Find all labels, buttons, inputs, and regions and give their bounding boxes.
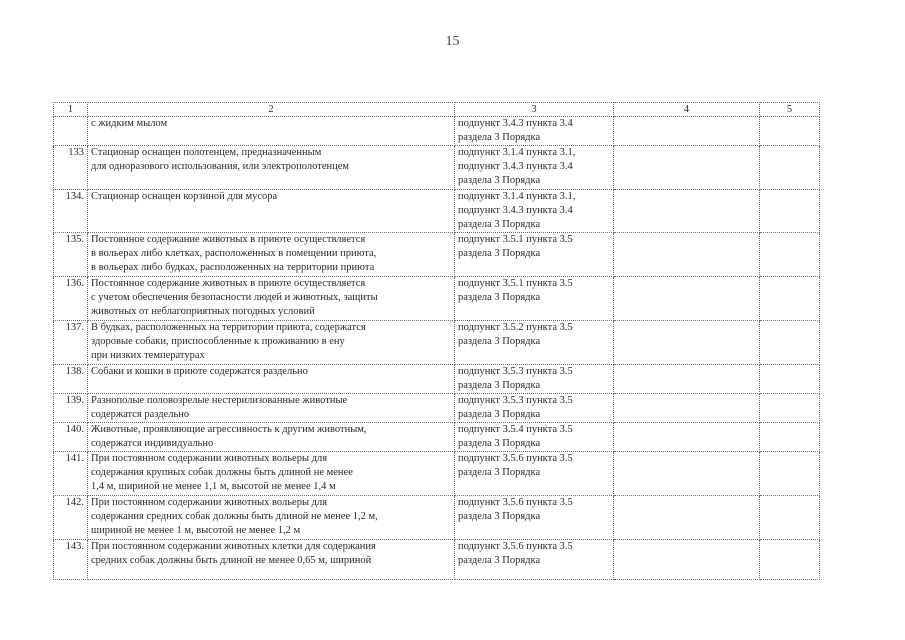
table-row	[54, 365, 820, 394]
reference-line: подпункт 3.5.6 пункта 3.5	[458, 541, 573, 552]
row-number: 140.	[54, 423, 88, 452]
requirement-line: животных от неблагоприятных погодных условий	[91, 306, 315, 317]
requirement-text	[88, 190, 455, 233]
reference-line: подпункт 3.5.6 пункта 3.5	[458, 453, 573, 464]
column-header: 2	[88, 103, 455, 117]
requirement-line: шириной не менее 1 м, высотой не менее 1,2 м	[91, 525, 301, 536]
requirement-text	[88, 277, 455, 321]
requirement-text	[88, 496, 455, 540]
requirement-text	[88, 233, 455, 277]
requirement-line: Постоянное содержание животных в приюте осуществляется	[91, 278, 366, 289]
requirement-text	[88, 423, 455, 452]
column-header: 5	[760, 103, 820, 117]
column-4-cell	[614, 394, 760, 423]
row-number: 134.	[54, 190, 88, 233]
reference-line: раздела 3 Порядка	[458, 132, 541, 143]
table-row	[54, 394, 820, 423]
row-number	[54, 117, 88, 146]
legal-reference	[455, 423, 614, 452]
requirement-line: Разнополые половозрелые нестерилизованные животные	[91, 395, 348, 406]
column-5-cell	[760, 190, 820, 233]
requirement-line: в вольерах либо клетках, расположенных в помещении приюта,	[91, 248, 377, 259]
reference-line: подпункт 3.5.3 пункта 3.5	[458, 366, 573, 377]
requirement-line: Стационар оснащен полотенцем, предназначенным	[91, 147, 322, 158]
reference-line: подпункт 3.5.6 пункта 3.5	[458, 497, 573, 508]
reference-line: раздела 3 Порядка	[458, 219, 541, 230]
legal-reference	[455, 540, 614, 580]
legal-reference	[455, 190, 614, 233]
reference-line: раздела 3 Порядка	[458, 555, 541, 566]
column-5-cell	[760, 233, 820, 277]
column-5-cell	[760, 146, 820, 190]
requirement-line: При постоянном содержании животных вольеры для	[91, 453, 328, 464]
requirement-text	[88, 146, 455, 190]
requirement-line: здоровые собаки, приспособленные к проживанию в ену	[91, 336, 345, 347]
column-4-cell	[614, 496, 760, 540]
requirement-line: При постоянном содержании животных клетки для содержания	[91, 541, 376, 552]
requirement-line: для одноразового использования, или электрополотенцем	[91, 161, 350, 172]
table-row	[54, 190, 820, 233]
reference-line: подпункт 3.5.4 пункта 3.5	[458, 424, 573, 435]
requirement-line: В будках, расположенных на территории приюта, содержатся	[91, 322, 366, 333]
table-header-row	[54, 103, 820, 117]
table-body	[54, 117, 820, 580]
requirement-line: содержания средних собак должны быть длиной не менее 1,2 м,	[91, 511, 378, 522]
table-row	[54, 277, 820, 321]
reference-line: подпункт 3.5.2 пункта 3.5	[458, 322, 573, 333]
column-4-cell	[614, 540, 760, 580]
requirement-line: при низких температурах	[91, 350, 205, 361]
table-row	[54, 233, 820, 277]
row-number: 133	[54, 146, 88, 190]
column-5-cell	[760, 452, 820, 496]
table-row	[54, 146, 820, 190]
inspection-table	[53, 102, 820, 580]
row-number: 139.	[54, 394, 88, 423]
page-number: 15	[445, 34, 460, 49]
requirement-line: содержатся индивидуально	[91, 438, 214, 449]
table-row	[54, 423, 820, 452]
row-number: 135.	[54, 233, 88, 277]
reference-line: подпункт 3.4.3 пункта 3.4	[458, 161, 573, 172]
column-4-cell	[614, 190, 760, 233]
row-number: 136.	[54, 277, 88, 321]
column-5-cell	[760, 394, 820, 423]
table-row	[54, 321, 820, 365]
column-5-cell	[760, 423, 820, 452]
requirement-line: с учетом обеспечения безопасности людей и животных, защиты	[91, 292, 378, 303]
column-5-cell	[760, 321, 820, 365]
legal-reference	[455, 321, 614, 365]
requirement-line: содержания крупных собак должны быть длиной не менее	[91, 467, 353, 478]
row-number: 143.	[54, 540, 88, 580]
requirement-text	[88, 540, 455, 580]
reference-line: подпункт 3.5.3 пункта 3.5	[458, 395, 573, 406]
reference-line: раздела 3 Порядка	[458, 438, 541, 449]
legal-reference	[455, 117, 614, 146]
requirement-line: Постоянное содержание животных в приюте осуществляется	[91, 234, 366, 245]
row-number: 138.	[54, 365, 88, 394]
reference-line: подпункт 3.4.3 пункта 3.4	[458, 205, 573, 216]
requirement-line: средних собак должны быть длиной не менее 0,65 м, шириной	[91, 555, 372, 566]
column-4-cell	[614, 365, 760, 394]
table-row	[54, 496, 820, 540]
column-5-cell	[760, 117, 820, 146]
reference-line: раздела 3 Порядка	[458, 336, 541, 347]
column-4-cell	[614, 452, 760, 496]
column-4-cell	[614, 233, 760, 277]
table-row	[54, 117, 820, 146]
row-number: 141.	[54, 452, 88, 496]
reference-line: раздела 3 Порядка	[458, 409, 541, 420]
requirement-line: с жидким мылом	[91, 118, 168, 129]
requirement-line: Стационар оснащен корзиной для мусора	[91, 191, 278, 202]
legal-reference	[455, 233, 614, 277]
reference-line: подпункт 3.4.3 пункта 3.4	[458, 118, 573, 129]
column-4-cell	[614, 277, 760, 321]
reference-line: подпункт 3.5.1 пункта 3.5	[458, 234, 573, 245]
column-4-cell	[614, 117, 760, 146]
requirement-text	[88, 452, 455, 496]
column-5-cell	[760, 365, 820, 394]
legal-reference	[455, 146, 614, 190]
column-header: 3	[455, 103, 614, 117]
legal-reference	[455, 394, 614, 423]
column-4-cell	[614, 146, 760, 190]
reference-line: подпункт 3.1.4 пункта 3.1,	[458, 191, 576, 202]
requirement-text	[88, 117, 455, 146]
reference-line: раздела 3 Порядка	[458, 248, 541, 259]
legal-reference	[455, 452, 614, 496]
requirement-line: При постоянном содержании животных вольеры для	[91, 497, 328, 508]
legal-reference	[455, 277, 614, 321]
column-5-cell	[760, 277, 820, 321]
requirement-line: Собаки и кошки в приюте содержатся раздельно	[91, 366, 308, 377]
legal-reference	[455, 496, 614, 540]
reference-line: раздела 3 Порядка	[458, 511, 541, 522]
row-number: 142.	[54, 496, 88, 540]
column-header: 1	[54, 103, 88, 117]
legal-reference	[455, 365, 614, 394]
reference-line: раздела 3 Порядка	[458, 175, 541, 186]
reference-line: раздела 3 Порядка	[458, 467, 541, 478]
reference-line: раздела 3 Порядка	[458, 292, 541, 303]
requirement-line: в вольерах либо будках, расположенных на территории приюта	[91, 262, 375, 273]
requirement-text	[88, 321, 455, 365]
reference-line: раздела 3 Порядка	[458, 380, 541, 391]
column-4-cell	[614, 321, 760, 365]
requirement-line: 1,4 м, шириной не менее 1,1 м, высотой не менее 1,4 м	[91, 481, 336, 492]
reference-line: подпункт 3.5.1 пункта 3.5	[458, 278, 573, 289]
requirement-line: Животные, проявляющие агрессивность к другим животным,	[91, 424, 367, 435]
column-4-cell	[614, 423, 760, 452]
requirement-text	[88, 394, 455, 423]
row-number: 137.	[54, 321, 88, 365]
column-5-cell	[760, 496, 820, 540]
table-row	[54, 540, 820, 580]
requirement-line: содержатся раздельно	[91, 409, 190, 420]
table-row	[54, 452, 820, 496]
column-header: 4	[614, 103, 760, 117]
column-5-cell	[760, 540, 820, 580]
reference-line: подпункт 3.1.4 пункта 3.1,	[458, 147, 576, 158]
requirement-text	[88, 365, 455, 394]
